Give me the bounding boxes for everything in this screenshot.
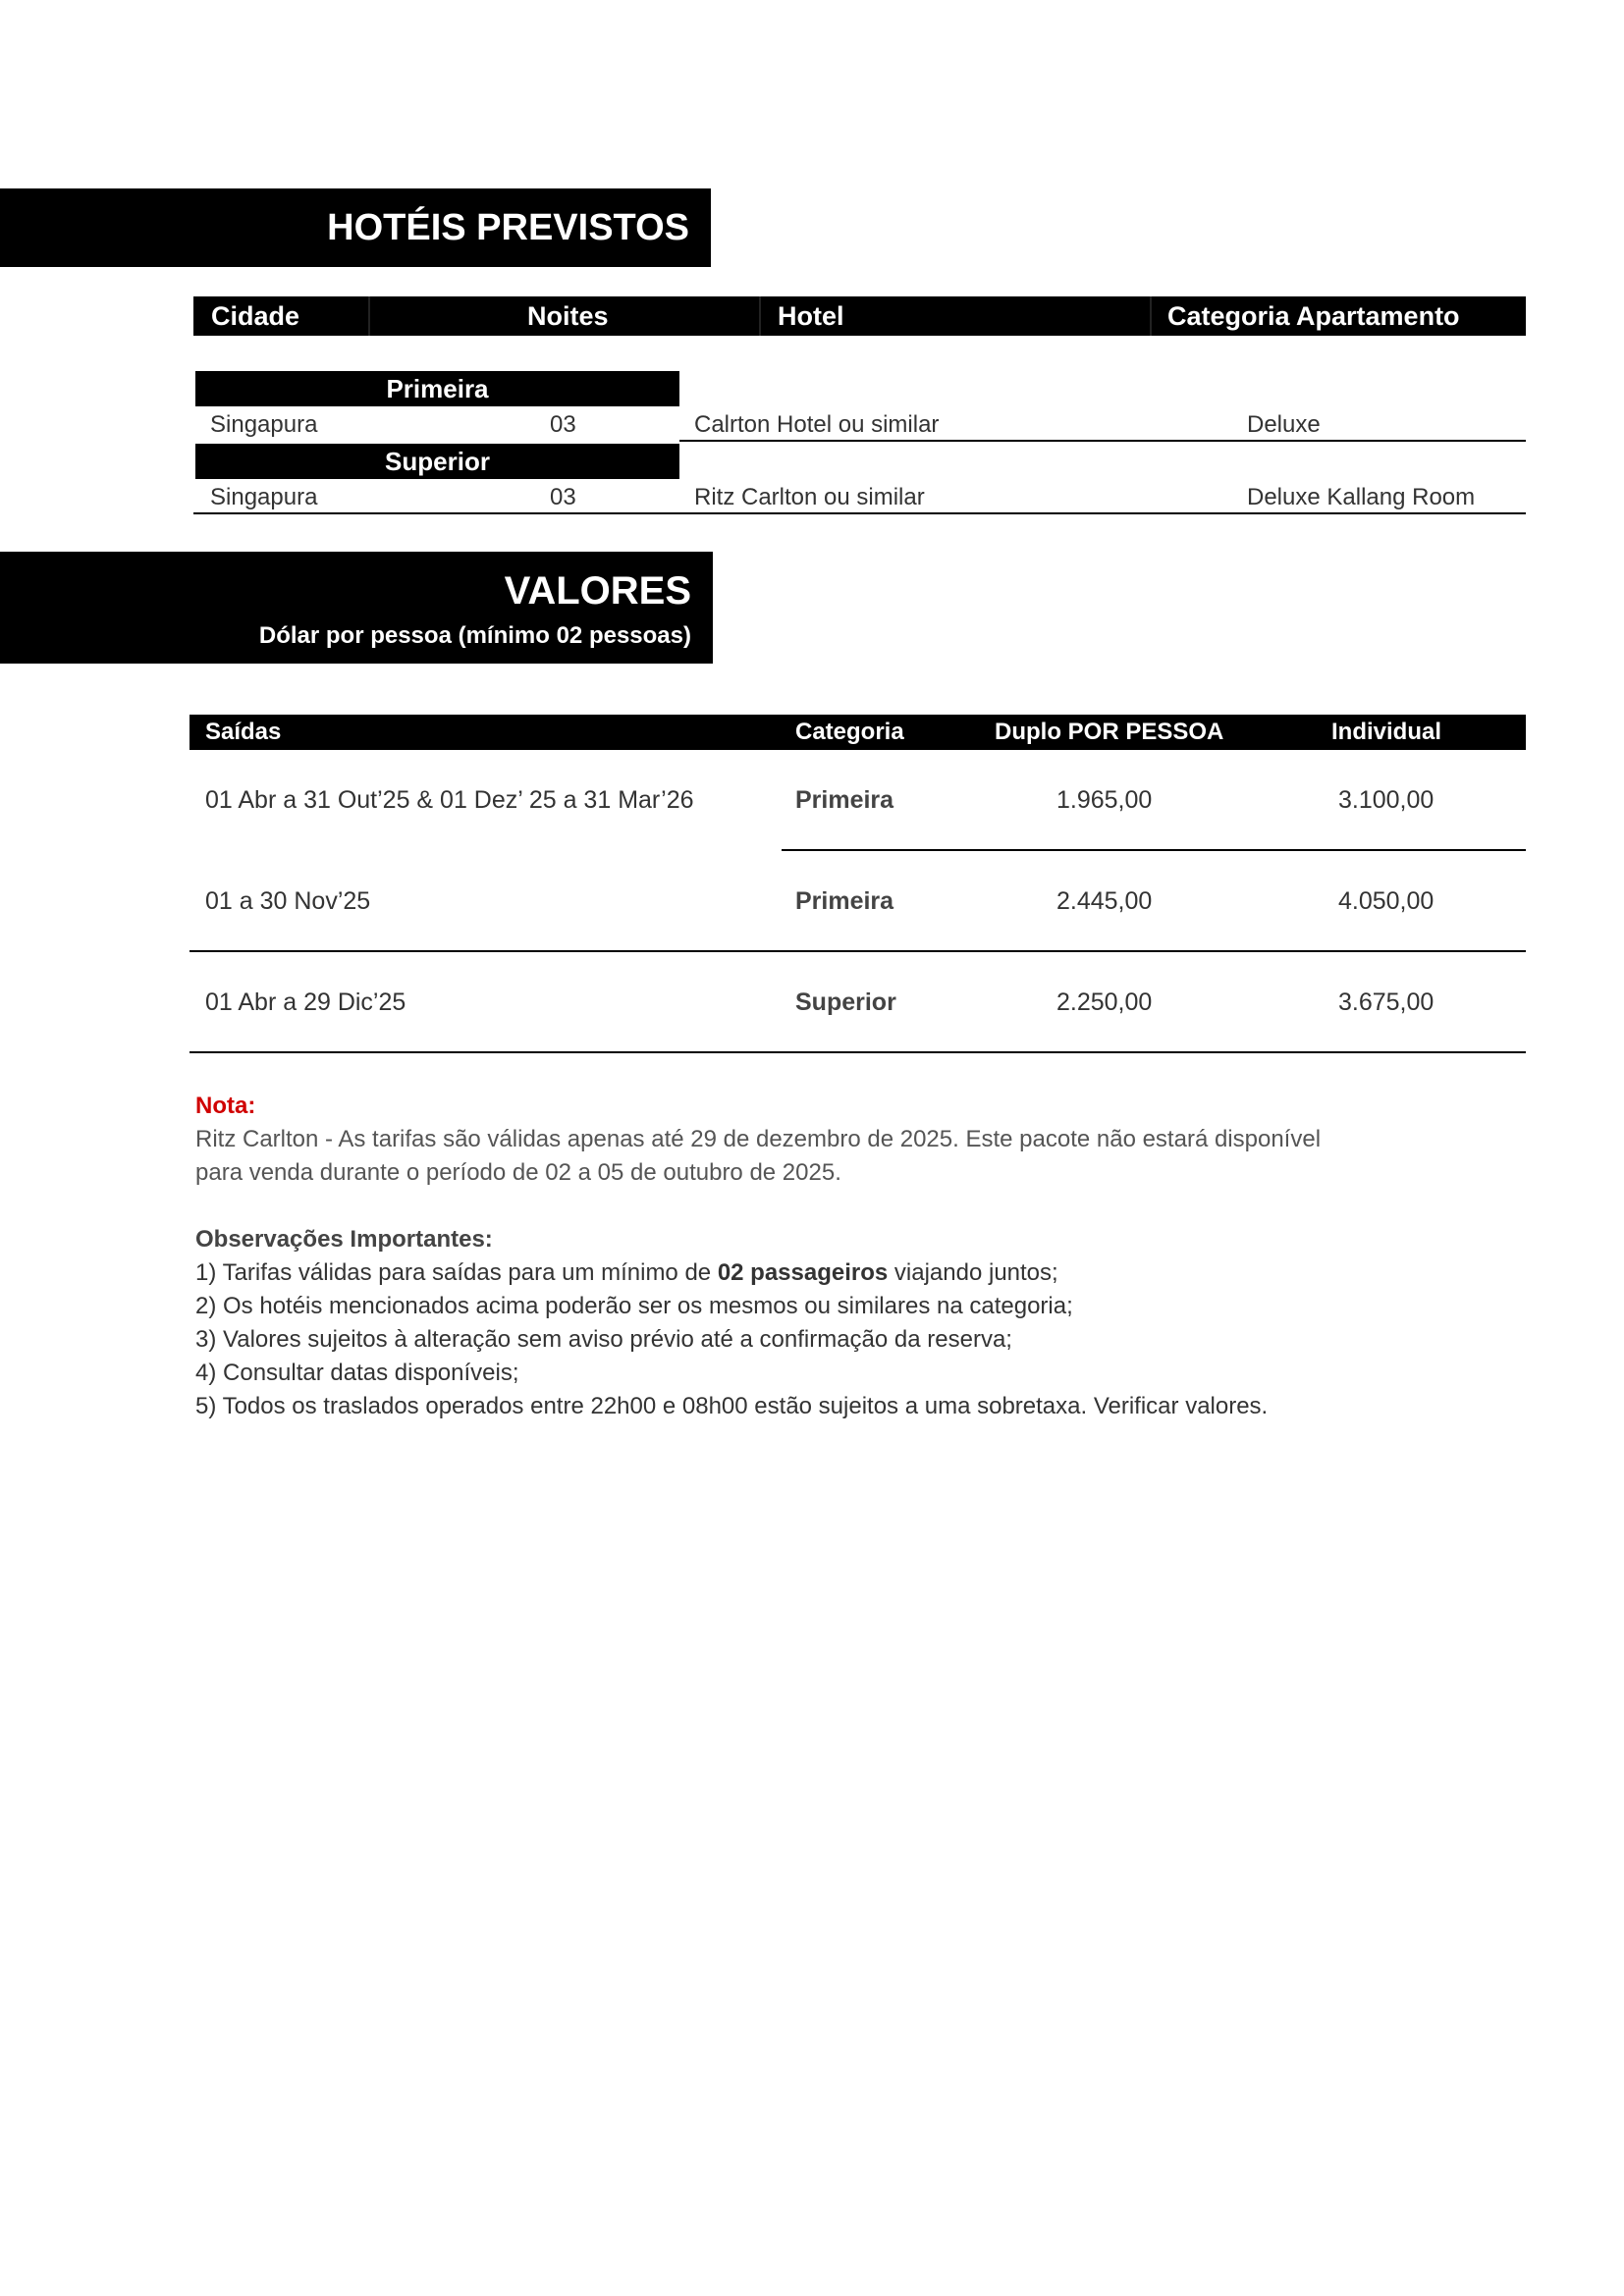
price-row — [189, 750, 1526, 851]
values-section-title — [0, 552, 713, 664]
hotel-city: Singapura — [210, 411, 318, 438]
price-row — [189, 851, 1526, 952]
col-room-category: Categoria Apartamento — [1167, 301, 1460, 331]
price-double: 2.445,00 — [1056, 887, 1153, 915]
hotel-category-label: Superior — [195, 444, 679, 479]
col-nights: Noites — [527, 301, 609, 331]
price-single: 3.100,00 — [1338, 786, 1435, 814]
observation-text: viajando juntos; — [888, 1259, 1058, 1286]
price-single: 3.675,00 — [1338, 988, 1435, 1016]
hotels-table-header — [193, 296, 1526, 336]
hotel-row — [193, 408, 1526, 442]
observation-item: 5) Todos os traslados operados entre 22h00 e 08h00 estão sujeitos a uma sobretaxa. Verificar valores. — [195, 1393, 1269, 1419]
col-city: Cidade — [211, 301, 300, 331]
price-double: 1.965,00 — [1056, 786, 1153, 814]
note-label: Nota: — [195, 1093, 256, 1119]
observation-bold: 02 passageiros — [717, 1259, 889, 1286]
hotel-category-label: Primeira — [195, 371, 679, 406]
price-departures: 01 Abr a 31 Out’25 & 01 Dez’ 25 a 31 Mar’26 — [205, 786, 694, 814]
values-subtitle: Dólar por pessoa (mínimo 02 pessoas) — [258, 622, 691, 649]
price-category: Primeira — [795, 887, 894, 915]
price-single: 4.050,00 — [1338, 887, 1435, 915]
hotel-room: Deluxe Kallang Room — [1247, 484, 1476, 510]
price-row — [189, 952, 1526, 1053]
price-departures: 01 Abr a 29 Dic’25 — [205, 988, 406, 1016]
hotel-row — [193, 481, 1526, 514]
hotel-name: Calrton Hotel ou similar — [694, 411, 940, 438]
observation-item: 4) Consultar datas disponíveis; — [195, 1360, 519, 1386]
hotel-nights: 03 — [550, 484, 576, 510]
values-title: VALORES — [504, 569, 691, 613]
note-text: para venda durante o período de 02 a 05 de outubro de 2025. — [195, 1159, 841, 1186]
hotel-nights: 03 — [550, 411, 576, 438]
observations-title: Observações Importantes: — [195, 1226, 493, 1253]
col-departures: Saídas — [205, 719, 282, 745]
observation-item — [195, 1256, 1423, 1290]
price-table-header — [189, 715, 1526, 750]
observation-item: 3) Valores sujeitos à alteração sem aviso prévio até a confirmação da reserva; — [195, 1326, 1012, 1353]
observation-item: 2) Os hotéis mencionados acima poderão ser os mesmos ou similares na categoria; — [195, 1293, 1073, 1319]
price-departures: 01 a 30 Nov’25 — [205, 887, 371, 915]
price-double: 2.250,00 — [1056, 988, 1153, 1016]
col-double: Duplo POR PESSOA — [995, 719, 1224, 745]
observation-text: 1) Tarifas válidas para saídas para um mínimo de — [195, 1259, 718, 1286]
notes-section — [195, 1090, 1423, 1423]
col-category: Categoria — [795, 719, 904, 745]
hotel-city: Singapura — [210, 484, 318, 510]
hotel-room: Deluxe — [1247, 411, 1321, 438]
note-text: Ritz Carlton - As tarifas são válidas apenas até 29 de dezembro de 2025. Este pacote não estará disponível — [195, 1126, 1322, 1152]
price-category: Primeira — [795, 786, 894, 814]
col-hotel: Hotel — [778, 301, 844, 331]
price-category: Superior — [795, 988, 896, 1016]
col-single: Individual — [1331, 719, 1442, 745]
hotels-section-title: HOTÉIS PREVISTOS — [0, 188, 711, 267]
hotel-name: Ritz Carlton ou similar — [694, 484, 925, 510]
